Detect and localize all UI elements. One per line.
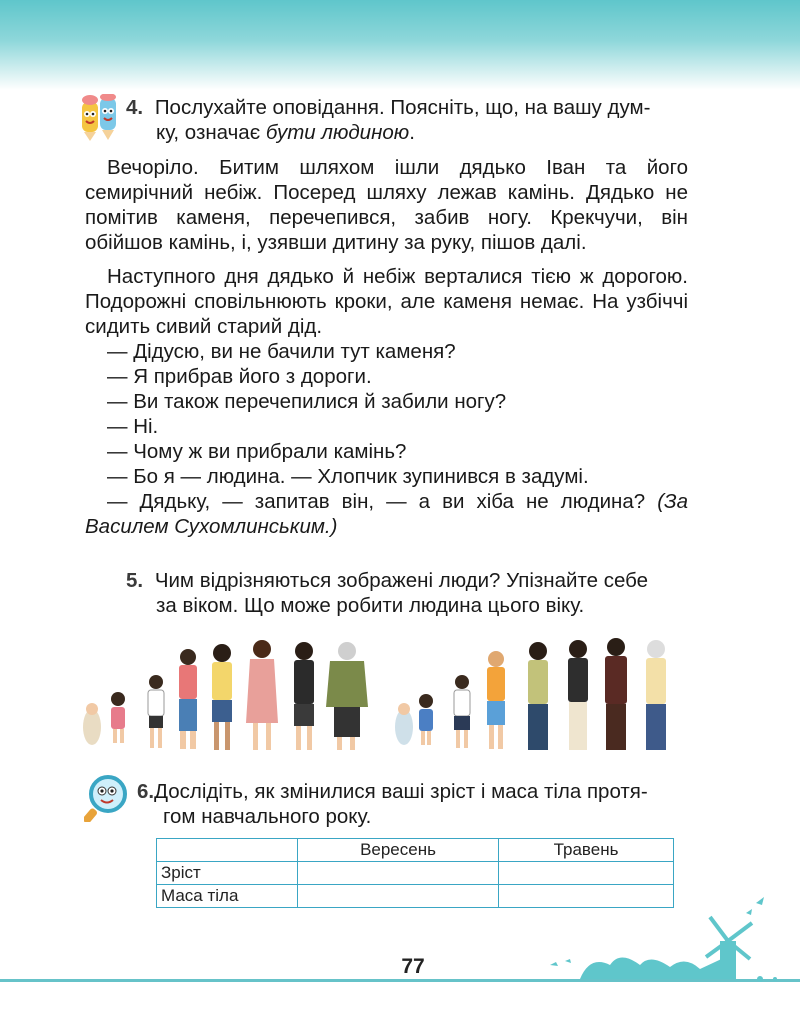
- table-cell-may[interactable]: [499, 862, 674, 885]
- table-header-cell: Травень: [499, 839, 674, 862]
- table-row-label: Зріст: [157, 862, 298, 885]
- magnifier-character-icon: [84, 774, 130, 822]
- table-cell-september[interactable]: [298, 885, 499, 908]
- top-banner: [0, 0, 800, 90]
- dialogue-line: — Бо я — людина. — Хлопчик зупинився в задумі.: [107, 465, 589, 488]
- task-4-instruction-line2-suffix: .: [409, 121, 415, 144]
- dialogue-last: — Дядьку, — запитав він, — а ви хіба не людина?: [107, 490, 658, 513]
- table-header-cell: Вересень: [298, 839, 499, 862]
- table-header-row: [157, 839, 674, 862]
- story-paragraph-1: Вечоріло. Битим шляхом ішли дядько Іван та його семирічний небіж. Посеред шляху лежав камінь. Дядько не помітив каменя, перечепився, забив ногу. Крекчучи, він обійшов камінь, і, узявши дитину за руку, пішов далі.: [85, 156, 688, 254]
- task-6-line2: гом навчального року.: [163, 805, 372, 828]
- task-6-heading: [137, 779, 688, 829]
- table-row-label: Маса тіла: [157, 885, 298, 908]
- dialogue-line: — Дідусю, ви не бачили тут каменя?: [107, 340, 456, 363]
- task-5-line2: за віком. Що може робити людина цього віку.: [156, 594, 585, 617]
- female-figures: [83, 640, 368, 750]
- story-last-line: [85, 489, 688, 539]
- dialogue-line: — Ви також перечепилися й забили ногу?: [107, 390, 507, 413]
- people-ages-illustration: [82, 627, 690, 755]
- task-6-number: 6.: [137, 780, 155, 803]
- task-4-instruction-line1: Послухайте оповідання. Поясніть, що, на вашу дум-: [154, 96, 651, 119]
- task-4-heading: [126, 95, 688, 145]
- story-paragraph-2: Наступного дня дядько й небіж верталися тією ж дорогою. Подорожні сповільнюють кроки, але каменя немає. На узбіччі сидить сивий старий дід.: [85, 265, 688, 338]
- dialogue-line: — Ні.: [107, 415, 159, 438]
- pencil-characters-icon: [76, 94, 126, 142]
- story-text: [85, 155, 688, 539]
- task-5-heading: [126, 568, 688, 618]
- story-attribution: (За Василем Сухомлинським.): [85, 490, 688, 538]
- task-5-number: 5.: [126, 569, 144, 592]
- table-cell-september[interactable]: [298, 862, 499, 885]
- windmill-landscape-decoration: [520, 895, 800, 985]
- dialogue-line: — Я прибрав його з дороги.: [107, 365, 372, 388]
- task-4-instruction-italic: бути людиною: [265, 121, 410, 144]
- table-header-cell: [157, 839, 298, 862]
- task-4-instruction-line2-prefix: ку, означає: [156, 121, 266, 144]
- task-6-line1: Дослідіть, як змінилися ваші зріст і маса тіла протя-: [154, 780, 648, 803]
- table-row: [157, 862, 674, 885]
- task-4-number: 4.: [126, 96, 144, 119]
- task-5-line1: Чим відрізняються зображені люди? Упізнайте себе: [154, 569, 649, 592]
- dialogue-line: — Чому ж ви прибрали камінь?: [107, 440, 407, 463]
- page-number: 77: [401, 955, 425, 978]
- male-figures: [395, 638, 666, 750]
